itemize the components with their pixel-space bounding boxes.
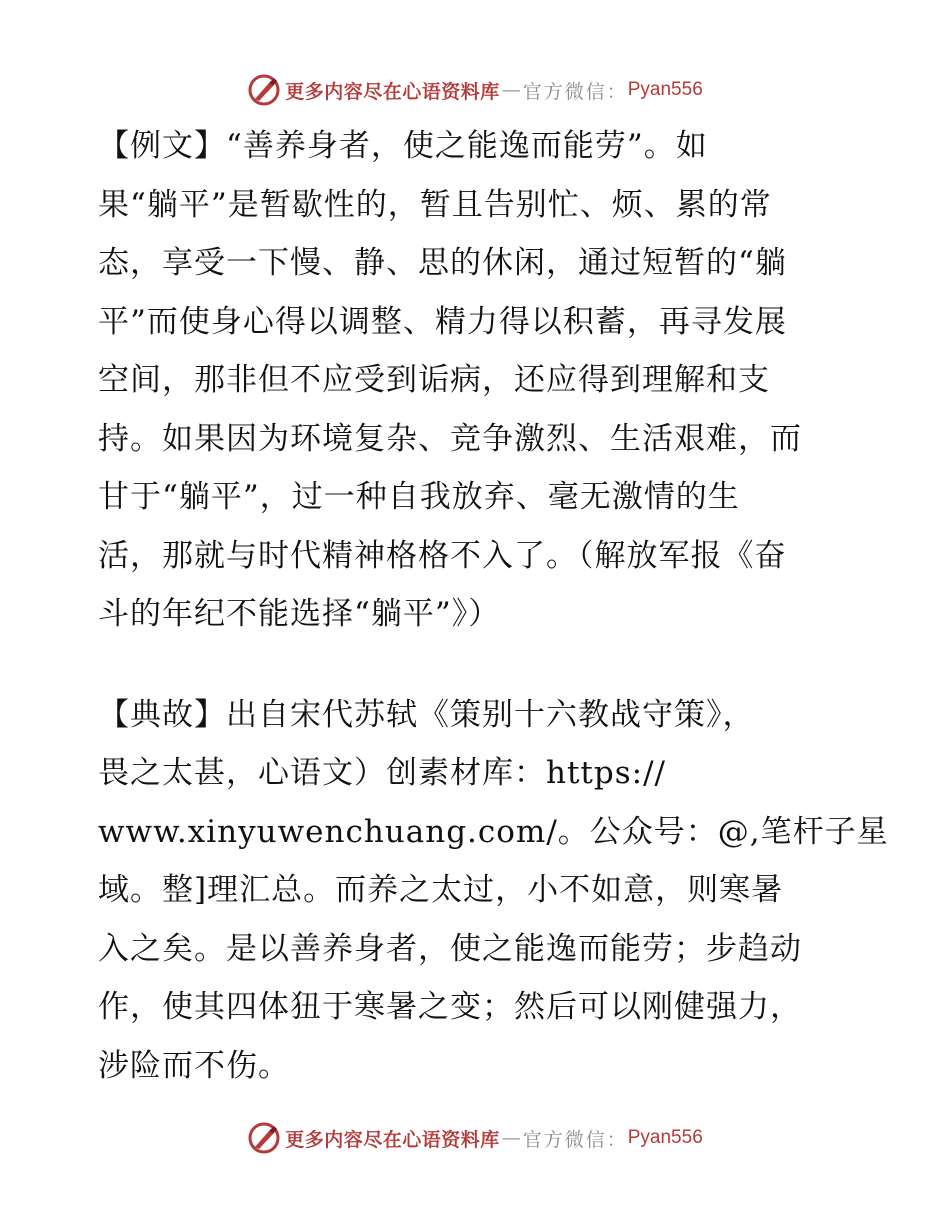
text-line: 态，享受一下慢、静、思的休闲，通过短暂的“躺 (98, 245, 787, 281)
banner-separator: — (501, 1127, 521, 1149)
banner-wechat-label: 官方微信： (522, 1128, 628, 1151)
banner-wechat-id: Pyan556 (627, 79, 703, 100)
text-line: 空间，那非但不应受到诟病，还应得到理解和支 (98, 362, 770, 398)
banner-brand: 更多内容尽在心语资料库 (285, 1128, 500, 1151)
footer-banner (0, 1118, 950, 1158)
banner-wechat-label: 官方微信： (522, 80, 628, 103)
text-line: www.xinyuwenchuang.com/。公众号：@,笔杆子星 (98, 813, 889, 850)
paragraph-gap (98, 644, 858, 686)
text-line: 持。如果因为环境复杂、竞争激烈、生活艰难，而 (98, 420, 802, 457)
text-line: 平”而使身心得以调整、精力得以积蓄，再寻发展 (98, 303, 787, 340)
banner-wechat-id: Pyan556 (627, 1127, 703, 1148)
text-line: 畏之太甚，心语文）创素材库：https:// (98, 755, 666, 791)
text-line: 甘于“躺平”，过一种自我放弃、毫无激情的生 (98, 479, 740, 515)
text-line: 域。整]理汇总。而养之太过，小不如意，则寒暑 (98, 872, 784, 908)
document-body (98, 117, 889, 1095)
text-line: 入之矣。是以善养身者，使之能逸而能劳；步趋动 (98, 930, 802, 967)
text-line: 涉险而不伤。 (98, 1047, 290, 1084)
text-line: 果“躺平”是暂歇性的，暂且告别忙、烦、累的常 (98, 186, 772, 223)
text-line: 斗的年纪不能选择“躺平”》） (98, 596, 501, 632)
paragraph-example (98, 117, 858, 644)
banner-separator: — (501, 79, 521, 101)
text-line: 【典故】出自宋代苏轼《策别十六教战守策》， (98, 696, 755, 733)
text-line: 【例文】“善养身者，使之能逸而能劳”。如 (98, 128, 708, 164)
pen-logo-icon (247, 1121, 281, 1155)
paragraph-allusion (98, 686, 889, 1096)
pen-logo-icon (247, 73, 281, 107)
text-line: 作，使其四体狃于寒暑之变；然后可以刚健强力， (98, 989, 802, 1025)
banner-brand: 更多内容尽在心语资料库 (285, 80, 500, 103)
text-line: 活，那就与时代精神格格不入了。（解放军报《奋 (98, 537, 787, 574)
header-banner (0, 70, 950, 110)
